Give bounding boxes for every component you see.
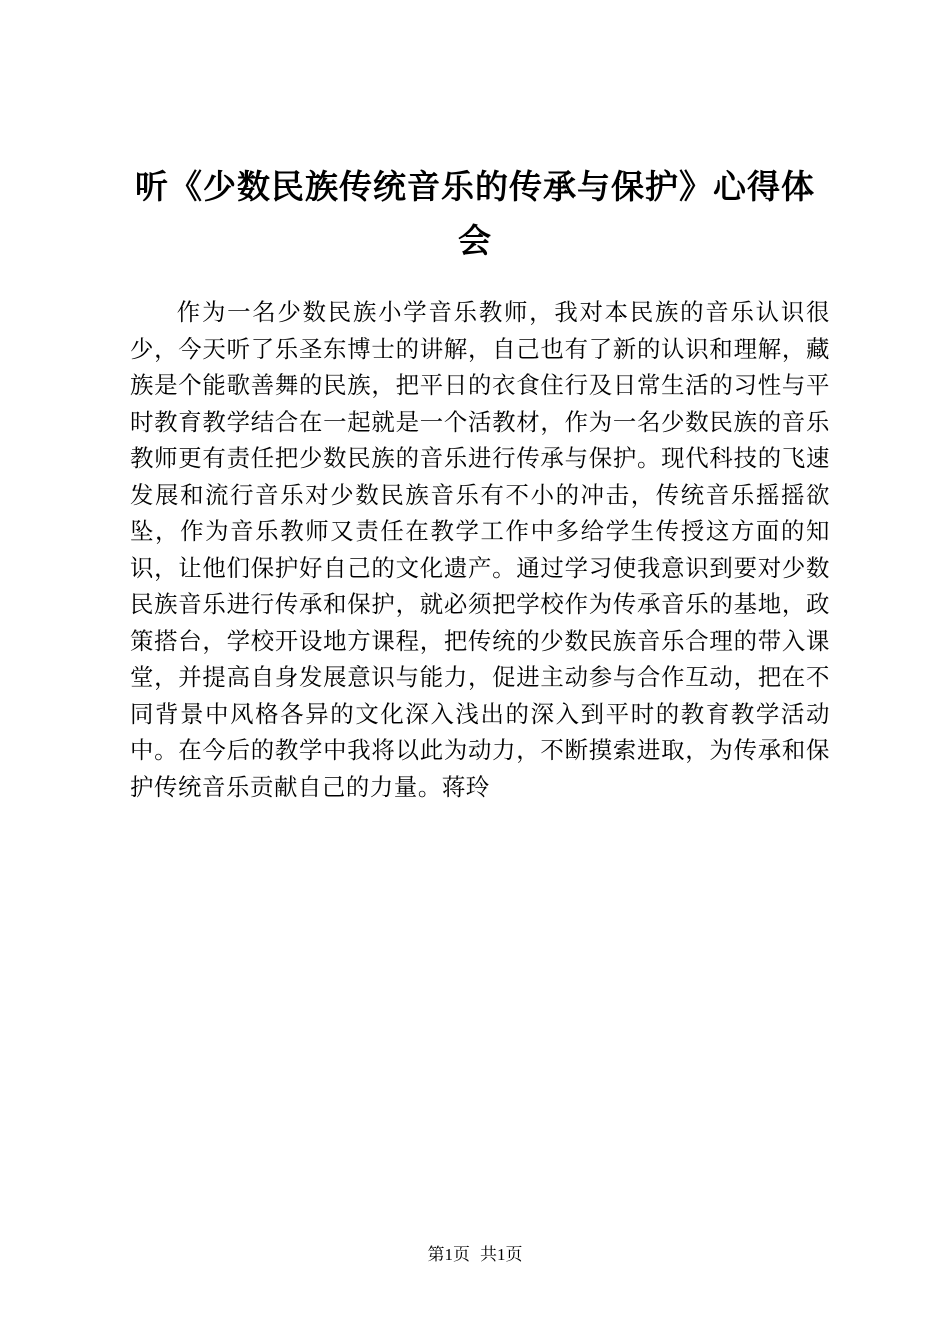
page-number: 第1页: [427, 1245, 470, 1264]
document-title: 听《少数民族传统音乐的传承与保护》心得体会: [135, 167, 815, 260]
page-total: 共1页: [480, 1245, 523, 1264]
body-paragraph: 作为一名少数民族小学音乐教师，我对本民族的音乐认识很少，今天听了乐圣东博士的讲解，自己也有了新的认识和理解，藏族是个能歌善舞的民族，把平日的衣食住行及日常生活的习性与平时教育教学结合在一起就是一个活教材，作为一名少数民族的音乐教师更有责任把少数民族的音乐进行传承与保护。现代科技的飞速发展和流行音乐对少数民族音乐有不小的冲击，传统音乐摇摇欲坠，作为音乐教师又责任在教学工作中多给学生传授这方面的知识，让他们保护好自己的文化遗产。通过学习使我意识到要对少数民族音乐进行传承和保护，就必须把学校作为传承音乐的基地，政策搭台，学校开设地方课程，把传统的少数民族音乐合理的带入课堂，并提高自身发展意识与能力，促进主动参与合作互动，把在不同背景中风格各异的文化深入浅出的深入到平时的教育教学活动中。在今后的教学中我将以此为动力，不断摸索进取，为传承和保护传统音乐贡献自己的力量。蒋玲: [130, 298, 830, 801]
page-footer: [0, 1244, 950, 1266]
